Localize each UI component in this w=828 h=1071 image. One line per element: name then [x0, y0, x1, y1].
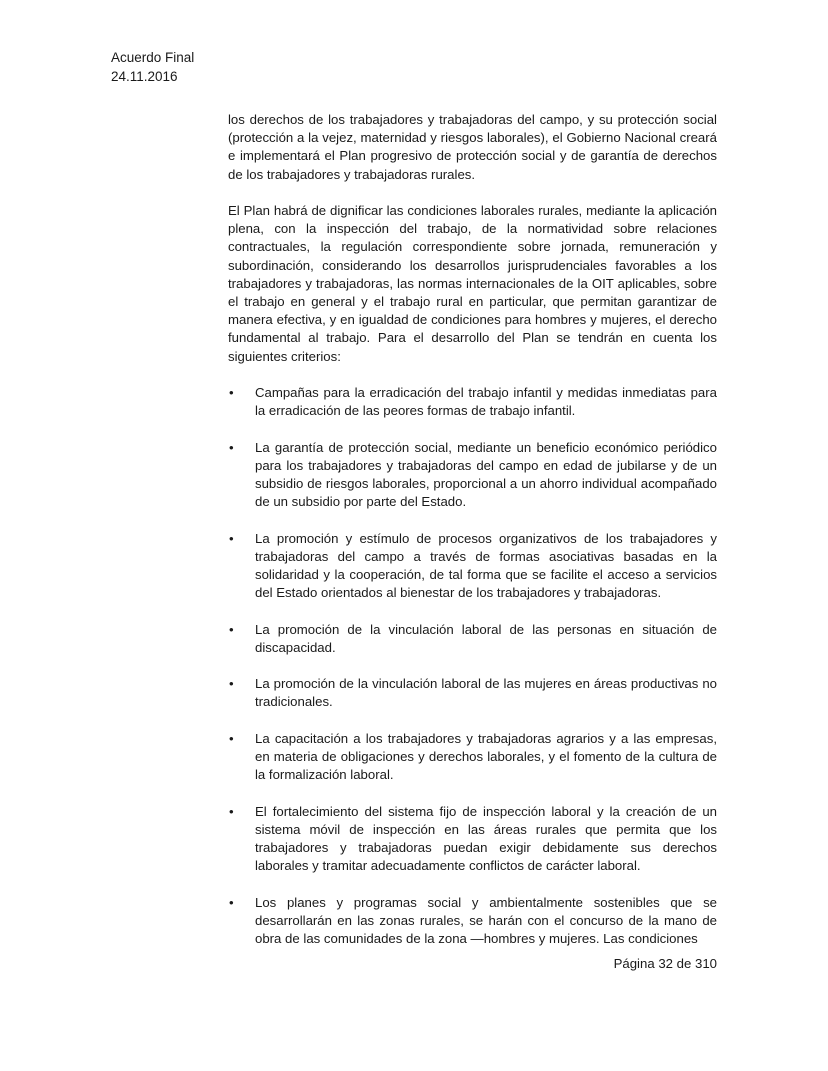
paragraph-intro: los derechos de los trabajadores y trabajadoras del campo, y su protección social (protección a la vejez, maternidad y riesgos laborales), el Gobierno Nacional creará e implementará el Plan progresivo de protección social y de garantía de derechos de los trabajadores y trabajadoras rurales.: [228, 112, 717, 182]
bullet-icon: •: [229, 676, 234, 692]
document-date: 24.11.2016: [111, 69, 178, 84]
list-item: [228, 384, 717, 420]
list-item-text: La promoción de la vinculación laboral de las personas en situación de discapacidad.: [255, 621, 717, 655]
list-item-text: El fortalecimiento del sistema fijo de inspección laboral y la creación de un sistema móvil de inspección en las áreas rurales que permita que los trabajadores y trabajadoras puedan exigir debidamente sus derechos laborales y tramitar adecuadamente conflictos de carácter laboral.: [255, 803, 717, 874]
list-item-text: La garantía de protección social, mediante un beneficio económico periódico para los trabajadores y trabajadoras del campo en edad de jubilarse y de un subsidio de riesgos laborales, proporcional a un ahorro individual acompañado de un subsidio por parte del Estado.: [255, 439, 717, 510]
list-item: [228, 439, 717, 512]
bullet-icon: •: [229, 530, 234, 546]
list-item: [228, 894, 717, 949]
list-item: [228, 730, 717, 785]
list-item-text: La promoción y estímulo de procesos organizativos de los trabajadores y trabajadoras del campo a través de formas asociativas basadas en la solidaridad y la cooperación, de tal forma que se facilite el acceso a servicios del Estado orientados al bienestar de los trabajadores y trabajadoras.: [255, 530, 717, 601]
page-body: [228, 111, 717, 948]
list-item-text: Campañas para la erradicación del trabajo infantil y medidas inmediatas para la erradicación de las peores formas de trabajo infantil.: [255, 385, 717, 419]
page-number: Página 32 de 310: [613, 956, 717, 971]
bullet-icon: •: [229, 385, 234, 401]
list-item: [228, 621, 717, 657]
bullet-icon: •: [229, 439, 234, 455]
list-item-text: La promoción de la vinculación laboral de las mujeres en áreas productivas no tradicionales.: [255, 676, 717, 710]
criteria-list: [228, 384, 717, 948]
paragraph-plan: El Plan habrá de dignificar las condiciones laborales rurales, mediante la aplicación plena, con la inspección del trabajo, de la normatividad sobre relaciones contractuales, la regulación correspondiente sobre jornada, remuneración y subordinación, considerando los desarrollos jurisprudenciales favorables a los trabajadores y trabajadoras, las normas internacionales de la OIT aplicables, sobre el trabajo en general y el trabajo rural en particular, que permitan garantizar de manera efectiva, y en igualdad de condiciones para hombres y mujeres, el derecho fundamental al trabajo. Para el desarrollo del Plan se tendrán en cuenta los siguientes criterios:: [228, 203, 717, 364]
bullet-icon: •: [229, 894, 234, 910]
list-item: [228, 530, 717, 603]
bullet-icon: •: [229, 621, 234, 637]
document-title: Acuerdo Final: [111, 50, 195, 65]
page-header: [111, 48, 194, 86]
list-item: [228, 803, 717, 876]
bullet-icon: •: [229, 803, 234, 819]
list-item: [228, 675, 717, 711]
list-item-text: La capacitación a los trabajadores y trabajadoras agrarios y a las empresas, en materia de obligaciones y derechos laborales, y el fomento de la cultura de la formalización laboral.: [255, 730, 717, 783]
list-item-text: Los planes y programas social y ambientalmente sostenibles que se desarrollarán en las zonas rurales, se harán con el concurso de la mano de obra de las comunidades de la zona —hombres y mujeres. Las condiciones: [255, 894, 717, 946]
bullet-icon: •: [229, 730, 234, 746]
